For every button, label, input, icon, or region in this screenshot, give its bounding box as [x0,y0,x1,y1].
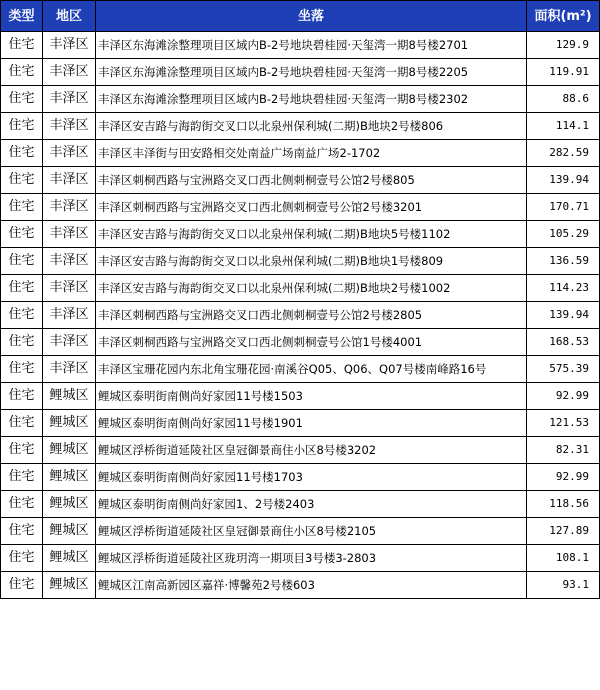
cell-size: 170.71 [527,194,600,221]
cell-area: 鲤城区 [43,383,96,410]
cell-type: 住宅 [1,572,43,599]
table-row [1,491,600,518]
cell-address: 丰泽区东海滩涂整理项目区域内B-2号地块碧桂园·天玺湾一期8号楼2205 [96,59,527,86]
cell-type: 住宅 [1,464,43,491]
cell-type: 住宅 [1,59,43,86]
cell-type: 住宅 [1,491,43,518]
table-row [1,437,600,464]
cell-size: 82.31 [527,437,600,464]
cell-type: 住宅 [1,248,43,275]
cell-address: 鲤城区浮桥街道延陵社区珑玥湾一期项目3号楼3-2803 [96,545,527,572]
cell-address: 丰泽区安吉路与海韵街交叉口以北泉州保利城(二期)B地块2号楼806 [96,113,527,140]
cell-area: 丰泽区 [43,302,96,329]
table-row [1,140,600,167]
cell-area: 鲤城区 [43,545,96,572]
cell-area: 丰泽区 [43,32,96,59]
cell-address: 鲤城区泰明街南侧尚好家园11号楼1503 [96,383,527,410]
table-row [1,572,600,599]
header-area: 地区 [43,1,96,32]
cell-address: 鲤城区浮桥街道延陵社区皇冠御景商住小区8号楼2105 [96,518,527,545]
cell-type: 住宅 [1,437,43,464]
cell-size: 168.53 [527,329,600,356]
cell-area: 丰泽区 [43,356,96,383]
cell-size: 139.94 [527,167,600,194]
cell-address: 鲤城区泰明街南侧尚好家园1、2号楼2403 [96,491,527,518]
cell-size: 92.99 [527,464,600,491]
cell-type: 住宅 [1,275,43,302]
cell-area: 丰泽区 [43,275,96,302]
table-row [1,248,600,275]
table-row [1,113,600,140]
table-row [1,383,600,410]
cell-type: 住宅 [1,410,43,437]
cell-size: 118.56 [527,491,600,518]
table-row [1,329,600,356]
cell-area: 鲤城区 [43,572,96,599]
header-size: 面积(m²) [527,1,600,32]
cell-area: 丰泽区 [43,167,96,194]
cell-area: 鲤城区 [43,464,96,491]
cell-area: 丰泽区 [43,59,96,86]
cell-type: 住宅 [1,113,43,140]
cell-address: 丰泽区刺桐西路与宝洲路交叉口西北侧刺桐壹号公馆1号楼4001 [96,329,527,356]
cell-type: 住宅 [1,167,43,194]
table-row [1,59,600,86]
cell-type: 住宅 [1,221,43,248]
header-address: 坐落 [96,1,527,32]
table-row [1,518,600,545]
cell-size: 575.39 [527,356,600,383]
cell-size: 114.23 [527,275,600,302]
cell-size: 114.1 [527,113,600,140]
cell-address: 丰泽区安吉路与海韵街交叉口以北泉州保利城(二期)B地块5号楼1102 [96,221,527,248]
cell-size: 282.59 [527,140,600,167]
cell-type: 住宅 [1,140,43,167]
cell-address: 丰泽区东海滩涂整理项目区域内B-2号地块碧桂园·天玺湾一期8号楼2302 [96,86,527,113]
cell-type: 住宅 [1,329,43,356]
cell-address: 丰泽区安吉路与海韵街交叉口以北泉州保利城(二期)B地块2号楼1002 [96,275,527,302]
table-row [1,356,600,383]
cell-address: 丰泽区安吉路与海韵街交叉口以北泉州保利城(二期)B地块1号楼809 [96,248,527,275]
cell-area: 鲤城区 [43,491,96,518]
cell-type: 住宅 [1,383,43,410]
cell-size: 129.9 [527,32,600,59]
table-row [1,167,600,194]
cell-size: 93.1 [527,572,600,599]
cell-area: 鲤城区 [43,437,96,464]
cell-address: 丰泽区东海滩涂整理项目区域内B-2号地块碧桂园·天玺湾一期8号楼2701 [96,32,527,59]
table-row [1,275,600,302]
cell-address: 鲤城区泰明街南侧尚好家园11号楼1901 [96,410,527,437]
cell-type: 住宅 [1,518,43,545]
cell-size: 136.59 [527,248,600,275]
cell-area: 鲤城区 [43,410,96,437]
table-row [1,302,600,329]
cell-size: 139.94 [527,302,600,329]
header-type: 类型 [1,1,43,32]
cell-area: 丰泽区 [43,113,96,140]
cell-size: 92.99 [527,383,600,410]
table-row [1,221,600,248]
cell-area: 丰泽区 [43,86,96,113]
cell-address: 丰泽区丰泽街与田安路相交处南益广场南益广场2-1702 [96,140,527,167]
table-row [1,194,600,221]
cell-type: 住宅 [1,356,43,383]
table-row [1,86,600,113]
cell-area: 丰泽区 [43,329,96,356]
table-header-row [1,1,600,32]
cell-address: 鲤城区浮桥街道延陵社区皇冠御景商住小区8号楼3202 [96,437,527,464]
cell-type: 住宅 [1,86,43,113]
cell-address: 丰泽区刺桐西路与宝洲路交叉口西北侧刺桐壹号公馆2号楼805 [96,167,527,194]
cell-area: 丰泽区 [43,194,96,221]
cell-size: 108.1 [527,545,600,572]
cell-area: 丰泽区 [43,140,96,167]
cell-type: 住宅 [1,545,43,572]
cell-size: 119.91 [527,59,600,86]
cell-size: 121.53 [527,410,600,437]
table-row [1,32,600,59]
cell-address: 鲤城区泰明街南侧尚好家园11号楼1703 [96,464,527,491]
table-row [1,410,600,437]
table-row [1,464,600,491]
cell-type: 住宅 [1,194,43,221]
cell-area: 丰泽区 [43,248,96,275]
cell-address: 丰泽区刺桐西路与宝洲路交叉口西北侧刺桐壹号公馆2号楼3201 [96,194,527,221]
cell-size: 127.89 [527,518,600,545]
cell-size: 88.6 [527,86,600,113]
cell-type: 住宅 [1,302,43,329]
cell-area: 鲤城区 [43,518,96,545]
cell-area: 丰泽区 [43,221,96,248]
cell-type: 住宅 [1,32,43,59]
cell-address: 丰泽区刺桐西路与宝洲路交叉口西北侧刺桐壹号公馆2号楼2805 [96,302,527,329]
cell-address: 鲤城区江南高新园区嘉祥·博馨苑2号楼603 [96,572,527,599]
table-row [1,545,600,572]
cell-address: 丰泽区宝珊花园内东北角宝珊花园·南溪谷Q05、Q06、Q07号楼南峰路16号 [96,356,527,383]
cell-size: 105.29 [527,221,600,248]
